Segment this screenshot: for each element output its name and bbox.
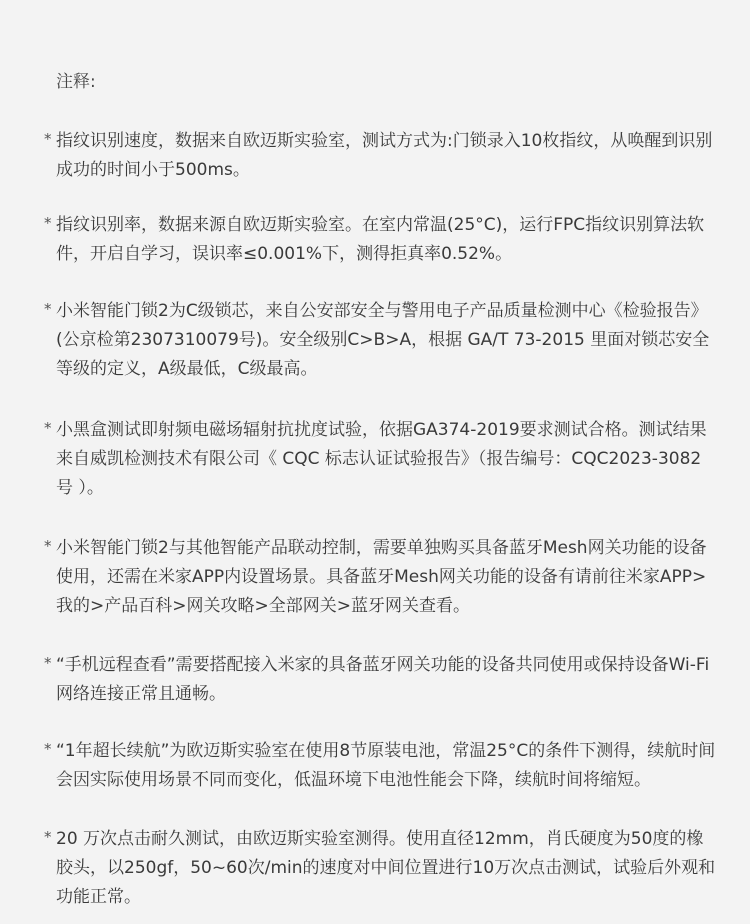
- note-item: [44, 416, 716, 503]
- bullet-icon: *: [44, 828, 52, 846]
- note-text: 小米智能门锁2为C级锁芯，来自公安部安全与警用电子产品质量检测中心《检验报告》(公京检第2307310079号)。安全级别C>B>A，根据 GA/T 73-2015 里面对锁芯安全等级的定义，A级最低，C级最高。: [56, 301, 710, 379]
- bullet-icon: *: [44, 300, 52, 318]
- note-text: 指纹识别率，数据来源自欧迈斯实验室。在室内常温(25°C)，运行FPC指纹识别算法软件，开启自学习，误识率≤0.001%下，测得拒真率0.52%。: [56, 215, 705, 264]
- bullet-icon: *: [44, 740, 52, 758]
- notes-heading: 注释:: [56, 72, 96, 92]
- note-item: [44, 651, 716, 709]
- note-item: [44, 825, 716, 912]
- bullet-icon: *: [44, 537, 52, 555]
- bullet-icon: *: [44, 419, 52, 437]
- bullet-icon: *: [44, 654, 52, 672]
- note-item: [44, 211, 716, 269]
- note-item: [44, 127, 716, 185]
- bullet-icon: *: [44, 214, 52, 232]
- note-item: [44, 737, 716, 795]
- note-item: [44, 534, 716, 621]
- note-text: 指纹识别速度，数据来自欧迈斯实验室，测试方式为:门锁录入10枚指纹，从唤醒到识别成功的时间小于500ms。: [56, 131, 713, 180]
- note-text: 小黑盒测试即射频电磁场辐射抗扰度试验，依据GA374-2019要求测试合格。测试结果来自威凯检测技术有限公司《 CQC 标志认证试验报告》（报告编号：CQC2023-3082 号 ）。: [56, 420, 707, 498]
- note-text: 20 万次点击耐久测试，由欧迈斯实验室测得。使用直径12mm，肖氏硬度为50度的橡胶头，以250gf，50~60次/min的速度对中间位置进行10万次点击测试，试验后外观和功能正常。: [56, 829, 716, 907]
- note-item: [44, 297, 716, 384]
- note-text: 小米智能门锁2与其他智能产品联动控制，需要单独购买具备蓝牙Mesh网关功能的设备使用，还需在米家APP内设置场景。具备蓝牙Mesh网关功能的设备有请前往米家APP>我的>产品百科>网关攻略>全部网关>蓝牙网关查看。: [56, 538, 707, 616]
- note-text: “手机远程查看”需要搭配接入米家的具备蓝牙网关功能的设备共同使用或保持设备Wi-Fi网络连接正常且通畅。: [56, 655, 710, 704]
- bullet-icon: *: [44, 130, 52, 148]
- note-text: “1年超长续航”为欧迈斯实验室在使用8节原装电池，常温25°C的条件下测得，续航时间会因实际使用场景不同而变化，低温环境下电池性能会下降，续航时间将缩短。: [56, 741, 716, 790]
